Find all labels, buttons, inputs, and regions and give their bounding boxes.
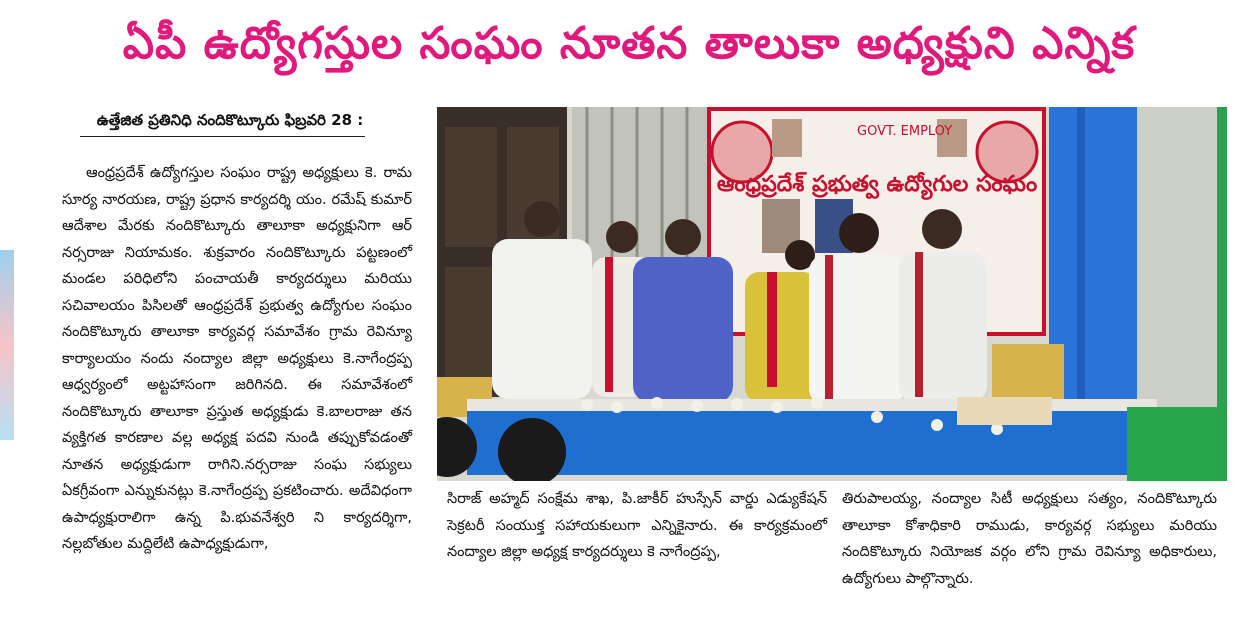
headline: ఏపీ ఉద్యోగస్తుల సంఘం నూతన తాలుకా అధ్యక్షుని ఎన్నిక: [122, 18, 1136, 69]
news-photo: [437, 107, 1227, 481]
chair: [1127, 407, 1217, 481]
article-body-column-2: [447, 486, 827, 566]
article-paragraph: తిరుపాలయ్య, నంద్యాల సిటీ అధ్యక్షులు సత్యం, నందికొట్కూరు తాలూకా కోశాధికారి రాముడు, కార్యవర్గ సభ్యులు మరియు నందికొట్కూరు నియోజక వర్గం లోని గ్రామ రెవిన్యూ అధికారులు, ఉద్యోగులు పాల్గొన్నారు.: [842, 491, 1217, 587]
page-edge-strip: [0, 250, 14, 440]
byline: ఉత్తేజిత ప్రతినిధి నందికొట్కూరు ఫిబ్రవరి 28 :: [96, 111, 364, 129]
banner-title: ఆంధ్రప్రదేశ్ ప్రభుత్వ ఉద్యోగుల సంఘం: [716, 172, 1038, 197]
article-paragraph: సిరాజ్ అహ్మద్ సంక్షేమ శాఖ, పి.జాకీర్ హుస్సేన్ వార్డు ఎడ్యుకేషన్ సెక్రటరీ సంయుక్త సహాయకులుగా ఎన్నికైనారు. ఈ కార్యక్రమంలో నంద్యాల జిల్లా అధ్యక్ష కార్యదర్శులు కె నాగేంద్రప్ప,: [447, 491, 827, 560]
byline-underline: [80, 136, 365, 137]
article-body-column-1: [62, 160, 412, 558]
table: [467, 405, 1157, 475]
article-body-column-3: [842, 486, 1217, 592]
article-paragraph: ఆంధ్రప్రదేశ్ ఉద్యోగస్తుల సంఘం రాష్ట్ర అధ్యక్షులు కె. రామ సూర్య నారయణ, రాష్ట్ర ప్రధాన కార్యదర్శి యం. రమేష్ కుమార్ ఆదేశాల మేరకు నందికొట్కూరు తాలూకా అధ్యక్షునిగా ఆర్ నర్సరాజు నియామకం. శుక్రవారం నందికొట్కూరు పట్టణంలో మండల పరిధిలోని పంచాయతీ కార్యదర్శులు మరియు సచివాలయం పిసిలతో ఆంధ్రప్రదేశ్ ప్రభుత్వ ఉద్యోగుల సంఘం నందికొట్కూరు తాలూకా కార్యవర్గ సమావేశం గ్రామ రెవిన్యూ కార్యాలయం నందు నంద్యాల జిల్లా అధ్యక్షులు కె.నాగేంద్రప్ప ఆధ్వర్యంలో అట్టహాసంగా జరిగినది. ఈ సమావేశంలో నందికొట్కూరు తాలూకా ప్రస్తుత అధ్యక్షుడు కె.బాలరాజు తన వ్యక్తిగత కారణాల వల్ల అధ్యక్ష పదవి నుండి తప్పుకోవడంతో నూతన అధ్యక్షుడుగా రాగిని.నర్సరాజు సంఘ సభ్యులు ఏకగ్రీవంగా ఎన్నుకునట్లు కె.నాగేంద్రప్ప ప్రకటించారు. అదేవిధంగా ఉపాధ్యక్షురాలిగా ఉన్న పి.భువనేశ్వరి ని కార్యదర్శిగా, నల్లబోతుల మద్దిలేటి ఉపాధ్యక్షుడుగా,: [62, 165, 412, 552]
svg-text:GOVT. EMPLOY: GOVT. EMPLOY: [857, 124, 953, 139]
